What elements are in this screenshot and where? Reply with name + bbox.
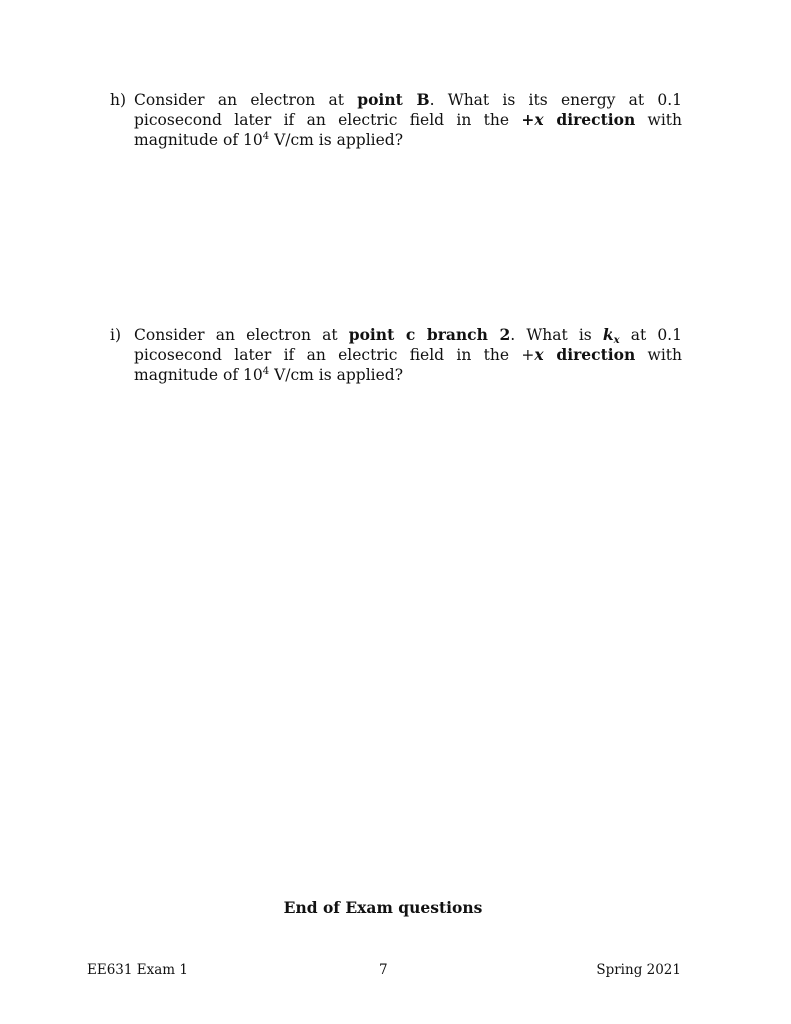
math-direction: +x (521, 110, 544, 129)
exponent: 4 (262, 131, 270, 142)
text-run: V/cm is applied? (269, 131, 404, 149)
text-run: V/cm is applied? (269, 366, 404, 384)
bold-term: point c branch 2 (348, 325, 511, 344)
question-text (134, 325, 682, 385)
math-wavevector: k (602, 325, 614, 344)
text-run: with magnitude of 10 (134, 111, 682, 149)
text-run: . What is its energy at 0.1 picosecond later if an electric field in the (134, 91, 682, 129)
subscript: x (613, 335, 620, 346)
bold-term: direction (543, 110, 636, 129)
question-h (110, 90, 682, 150)
text-run: with magnitude of 10 (134, 346, 682, 384)
bold-term: point B (357, 90, 430, 109)
text-run: Consider an electron at (134, 326, 349, 344)
footer-term: Spring 2021 (596, 962, 681, 978)
text-run: at 0.1 picosecond later if an electric field in the + (134, 326, 682, 364)
end-of-exam-text: End of Exam questions (283, 898, 483, 917)
question-label: i) (110, 326, 122, 344)
footer-page-number: 7 (379, 962, 388, 978)
exponent: 4 (262, 366, 270, 377)
text-run: Consider an electron at (134, 91, 358, 109)
bold-term: direction (543, 345, 636, 364)
text-run: . What is (510, 326, 603, 344)
question-text (134, 90, 682, 150)
footer-course: EE631 Exam 1 (87, 962, 188, 978)
question-label: h) (110, 91, 127, 109)
question-i (110, 325, 682, 385)
math-direction: x (534, 345, 544, 364)
